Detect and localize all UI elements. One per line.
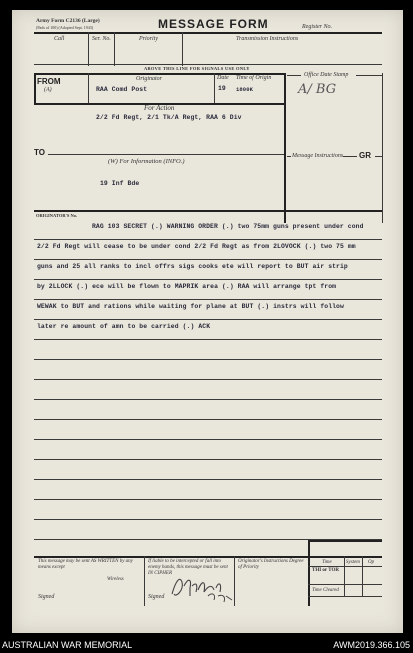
- rule: [34, 210, 382, 212]
- info-value: 19 Inf Bde: [100, 180, 140, 187]
- from-sub-label: (A): [44, 87, 52, 93]
- office-stamp-label: Office Date Stamp: [304, 72, 349, 78]
- rule: [34, 439, 382, 440]
- time-cleared-label: Time Cleared: [312, 588, 339, 593]
- info-label: (W) For Information (INFO.): [108, 158, 185, 165]
- rule: [308, 566, 382, 567]
- message-line: WEWAK to BUT and rations while waiting for plane at BUT (.) instrs will follow: [37, 303, 344, 310]
- rule: [114, 32, 115, 66]
- call-label: Call: [54, 36, 65, 42]
- for-action-label: For Action: [144, 104, 175, 112]
- signed-left-label: Signed: [38, 594, 55, 600]
- rule: [182, 32, 183, 66]
- rule: [34, 399, 382, 400]
- rule: [34, 556, 382, 558]
- to-label: TO: [34, 148, 45, 157]
- signature-graphic: [168, 572, 238, 604]
- rule: [34, 319, 382, 320]
- originators-no-label: ORIGINATOR'S No.: [36, 213, 78, 218]
- rule: [308, 540, 382, 542]
- rule: [287, 156, 291, 157]
- office-stamp-initials: A/ BG: [298, 82, 337, 97]
- rule: [34, 379, 382, 380]
- thi-tor-label: THI or TOR: [312, 568, 339, 573]
- rule: [34, 359, 382, 360]
- signals-use-note: ABOVE THIS LINE FOR SIGNALS USE ONLY: [144, 66, 250, 71]
- rule: [34, 459, 382, 460]
- rule: [356, 75, 382, 76]
- message-form-sheet: [12, 10, 403, 633]
- date-label: Date: [217, 75, 229, 81]
- rule: [34, 239, 382, 240]
- message-line: guns and 25 all ranks to incl offrs sigs cooks ete will report to BUT air strip: [37, 263, 348, 270]
- rule: [88, 32, 89, 66]
- rule: [34, 259, 382, 260]
- written-note: This message may be sent AS WRITTEN by any means except: [38, 559, 133, 570]
- form-title: MESSAGE FORM: [158, 17, 269, 31]
- rule: [34, 499, 382, 500]
- for-action-value: 2/2 Fd Regt, 2/1 Tk/A Regt, RAA 6 Div: [96, 114, 242, 121]
- rule: [214, 73, 215, 103]
- message-line: RAG 103 SECRET (.) WARNING ORDER (.) two 75mm guns present under cond: [92, 223, 364, 230]
- rule: [34, 519, 382, 520]
- rule: [284, 73, 286, 223]
- register-no-label: Register No.: [302, 24, 332, 30]
- ser-no-label: Ser. No.: [92, 36, 111, 42]
- message-line: 2/2 Fd Regt will cease to be under cond 2/2 Fd Regt as from 2LOVOCK (.) two 75 mm: [37, 243, 356, 250]
- date-value: 19: [218, 85, 226, 92]
- rule: [343, 156, 357, 157]
- rule: [308, 596, 382, 597]
- rule: [344, 556, 345, 596]
- time-label: Time: [322, 560, 332, 565]
- time-value: 1800K: [236, 86, 254, 93]
- rule: [34, 64, 382, 65]
- archive-credit: AUSTRALIAN WAR MEMORIAL: [2, 640, 133, 650]
- army-form-number: Army Form C2136 (Large): [36, 18, 100, 24]
- rule: [34, 279, 382, 280]
- time-of-origin-label: Time of Origin: [236, 75, 272, 81]
- message-line: later re amount of amn to be carried (.) ACK: [37, 323, 211, 330]
- originator-instructions-label: Originator's Instructions Degree of Priority: [238, 559, 304, 570]
- army-form-sub: (Pads of 100) (Adopted Sept. 1943): [36, 25, 94, 30]
- rule: [382, 73, 383, 223]
- rule: [34, 479, 382, 480]
- rule: [34, 73, 36, 103]
- transmission-label: Transmission Instructions: [236, 36, 299, 42]
- message-instructions-label: Message Instructions: [292, 153, 344, 159]
- rule: [375, 156, 382, 157]
- rule: [362, 556, 363, 596]
- rule: [34, 299, 382, 300]
- rule: [34, 32, 382, 34]
- rule: [144, 556, 145, 606]
- rule: [88, 73, 89, 103]
- op-label: Op: [368, 560, 375, 565]
- wireless-label: Wireless: [107, 577, 124, 582]
- priority-label: Priority: [139, 36, 158, 42]
- cipher-note: If liable to be intercepted or fall into enemy hands, this message must be sent IN CIPHER: [148, 559, 228, 576]
- originator-label: Originator: [136, 76, 163, 82]
- signed-mid-label: Signed: [148, 594, 165, 600]
- originator-value: RAA Comd Post: [96, 86, 148, 93]
- message-line: by 2LLOCK (.) ece will be flown to MAPRIK area (.) RAA will arrange tpt from: [37, 283, 337, 290]
- rule: [48, 154, 284, 155]
- rule: [34, 339, 382, 340]
- gr-label: GR: [359, 151, 371, 160]
- archive-accession-number: AWM2019.366.105: [333, 640, 410, 650]
- rule: [34, 419, 382, 420]
- rule: [287, 75, 301, 76]
- from-label: FROM: [37, 77, 61, 86]
- rule: [308, 584, 382, 585]
- system-label: System: [346, 560, 360, 565]
